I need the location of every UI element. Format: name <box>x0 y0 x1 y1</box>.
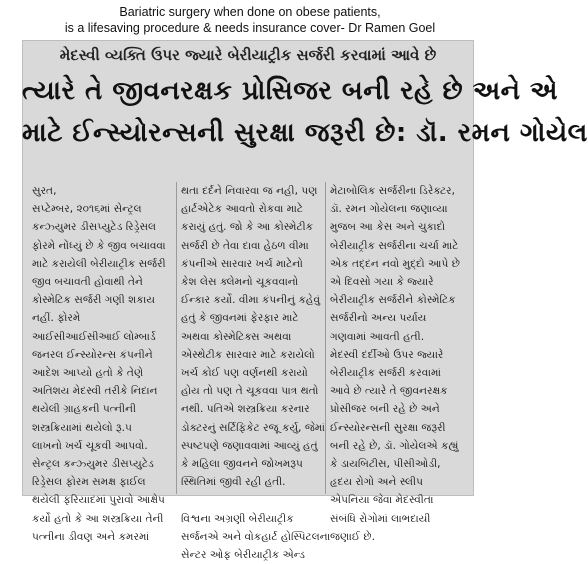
image-caption <box>0 0 500 38</box>
article-line: સંબંધિ રોગોમાં લાભદાયી <box>330 512 431 525</box>
article-line: કંપનીએ સારવાર ખર્ચ માટેનો <box>181 257 303 270</box>
article-line: કરાયું હતું. જો કે આ કોસ્મેટીક <box>181 221 314 234</box>
article-line: એક તદ્દન નવો મુદ્દો આપે છે <box>330 257 460 270</box>
article-line: બની રહે છે, ડૉ. ગોયેલએ કહ્યું <box>330 439 459 452</box>
article-line: ડૉ. રમન ગોયેલના જણાવ્યા <box>330 203 448 216</box>
article-line: હાર્ટએટેક આવતો રોકવા માટે <box>181 203 304 216</box>
article-line: બેરીયાટ્રીક સર્જરી કરવામાં <box>330 367 442 380</box>
article-line <box>181 491 319 509</box>
article-line: આદેશ આપ્યો હતો કે તેણે <box>32 367 144 380</box>
article-line: લાખનો ખર્ચ ચૂકવી આપવો. <box>32 439 148 452</box>
article-line: સર્જનએ અને વોકહાર્ટ હોસ્પિટલના <box>181 530 331 543</box>
headline-main-line-2: માટે ઈન્સ્યોરન્સની સુરક્ષા જરૂરી છે: ડૉ. રમન ગોયેલ <box>22 118 588 148</box>
article-line: કોસ્મેટિક સર્જરી ગણી શકાય <box>32 294 156 307</box>
article-line: વિશ્વના અગ્રણી બેરીયાટ્રીક <box>181 512 294 525</box>
article-line: સપ્ટેમ્બર, ૨૦૧૬માં સેન્ટ્રલ <box>32 203 142 216</box>
article-line: ઈન્કાર કર્યો. વીમા કંપનીનું કહેવું <box>181 294 321 307</box>
article-line: કેશ લેસ ક્લેમનો ચૂકવવાનો <box>181 276 299 289</box>
article-line: ખર્ચ કોઈ પણ વર્ણનથી કરાયો <box>181 367 308 380</box>
article-line: હોય તો પણ તે ચૂકવવા પાત્ર થતો <box>181 385 319 398</box>
article-line: કે ડાયબિટીસ, પીસીઓડી, <box>330 458 441 471</box>
article-line: અથવા કોસ્મેટિક્સ અથવા <box>181 330 292 343</box>
article-line: નથી. પતિએ શસ્ત્રક્રિયા કરનાર <box>181 403 310 416</box>
article-line: નહીં. ફોરમે <box>32 312 81 325</box>
article-line: બેરીયાટ્રીક સર્જરીને કોસ્મેટિક <box>330 294 456 307</box>
article-column-1 <box>32 182 170 543</box>
article-line: અતિશય મેદસ્વી તરીકે નિદાન <box>32 385 158 398</box>
headline-kicker: મેદસ્વી વ્યક્તિ ઉપર જ્યારે બેરીયાટ્રીક સર્જરી કરવામાં આવે છે <box>59 46 437 64</box>
article-line: બેરીયાટ્રીક સર્જરીના ચર્ચા માટે <box>330 239 459 252</box>
newspaper-clipping <box>22 40 588 562</box>
article-line: મુજબ આ કેસ અને ચુકાદો <box>330 221 446 234</box>
article-line: જણાઈ છે. <box>330 530 375 543</box>
article-line: ફોરમે નોંધ્યું છે કે જીવ બચાવવા <box>32 239 166 252</box>
article-line: એપનિયા જેવા મેદસ્વીતા <box>330 494 434 507</box>
article-line: કર્યો હતો કે આ શસ્ત્રક્રિયા તેની <box>32 512 164 525</box>
article-body <box>32 182 468 562</box>
headline-main-line-1: ત્યારે તે જીવનરક્ષક પ્રોસિજર બની રહે છે અને એ <box>22 76 558 106</box>
article-line: આવે છે ત્યારે તે જીવનરક્ષક <box>330 385 448 398</box>
article-line: ડોક્ટરનું સર્ટિફિકેટ રજૂ કર્યુ, જેમાં <box>181 421 326 434</box>
article-line: એ દિવસો ગયા કે જ્યારે <box>330 276 434 289</box>
article-line: કે મહિલા જીવનને જોખમરૂપ <box>181 458 303 471</box>
article-line: ઈન્સ્યોરન્સની સુરક્ષા જરૂરી <box>330 421 446 434</box>
article-line: આઈસીઆઈસીઆઈ લોમ્બાર્ડ <box>32 330 156 343</box>
article-line: પત્નીના ડીવણ અને કમરમાં <box>32 530 150 543</box>
article-line: મેદસ્વી દર્દીઓ ઉપર જ્યારે <box>330 348 444 361</box>
article-line: કન્ઝ્યુમર ડીસપ્યુટેડ રિડ્રેસલ <box>32 221 157 234</box>
article-line: સર્જરીનો અન્ય પર્યાય <box>330 312 427 325</box>
column-divider <box>176 182 177 494</box>
article-line: સ્પષ્ટપણે જણાવવામાં આવ્યું હતું <box>181 439 318 452</box>
article-line: થયેલી ગ્રાહકની પત્નીની <box>32 403 136 416</box>
article-line: સર્જરી છે તેવા દાવા હેઠળ વીમા <box>181 239 309 252</box>
article-line: રિડ્રેસલ ફોરમ સમક્ષ ફાઈલ <box>32 476 146 489</box>
caption-line-1: Bariatric surgery when done on obese patients, <box>119 5 381 19</box>
article-line: સ્થિતિમાં જીવી રહી હતી. <box>181 476 286 489</box>
article-column-2 <box>181 182 331 562</box>
article-line: ગણવામાં આવતી હતી. <box>330 330 425 343</box>
article-line: સુરત, <box>32 185 57 197</box>
article-line: શસ્ત્રક્રિયામાં થયેલો રૂ.૫ <box>32 421 132 434</box>
article-column-3 <box>330 182 468 543</box>
article-line: મેટાબોલિક સર્જરીના ડિરેક્ટર, <box>330 185 455 197</box>
article-line: માટે કરાયેલી બેરીયાટ્રીક સર્જરી <box>32 257 166 270</box>
article-line: થતા દર્દને નિવારવા જ નહી, પણ <box>181 185 318 197</box>
article-line: હતું કે જીવનમાં ફેરફાર માટે <box>181 312 299 325</box>
column-divider <box>325 182 326 494</box>
article-line: સેન્ટ્રલ કન્ઝ્યુમર ડીસપ્યુટેડ <box>32 458 154 471</box>
article-line: એસ્થેટીક સારવાર માટે કરાયેલો <box>181 348 315 361</box>
article-line: પ્રોસીજર બની રહે છે અને <box>330 403 440 416</box>
article-line: સેન્ટર ઓફ બેરીયાટ્રીક એન્ડ <box>181 549 305 562</box>
article-line: જીવ બચાવતી હોવાથી તેને <box>32 276 143 289</box>
article-line: થયેલી ફરિયાદમાં પુરાવો આક્ષેપ <box>32 494 165 507</box>
article-line: હૃદય રોગો અને સ્લીપ <box>330 476 423 489</box>
article-line: જનરલ ઈન્સ્યોરન્સ કંપનીને <box>32 348 153 361</box>
caption-line-2: is a lifesaving procedure & needs insurance cover- Dr Ramen Goel <box>64 21 436 35</box>
